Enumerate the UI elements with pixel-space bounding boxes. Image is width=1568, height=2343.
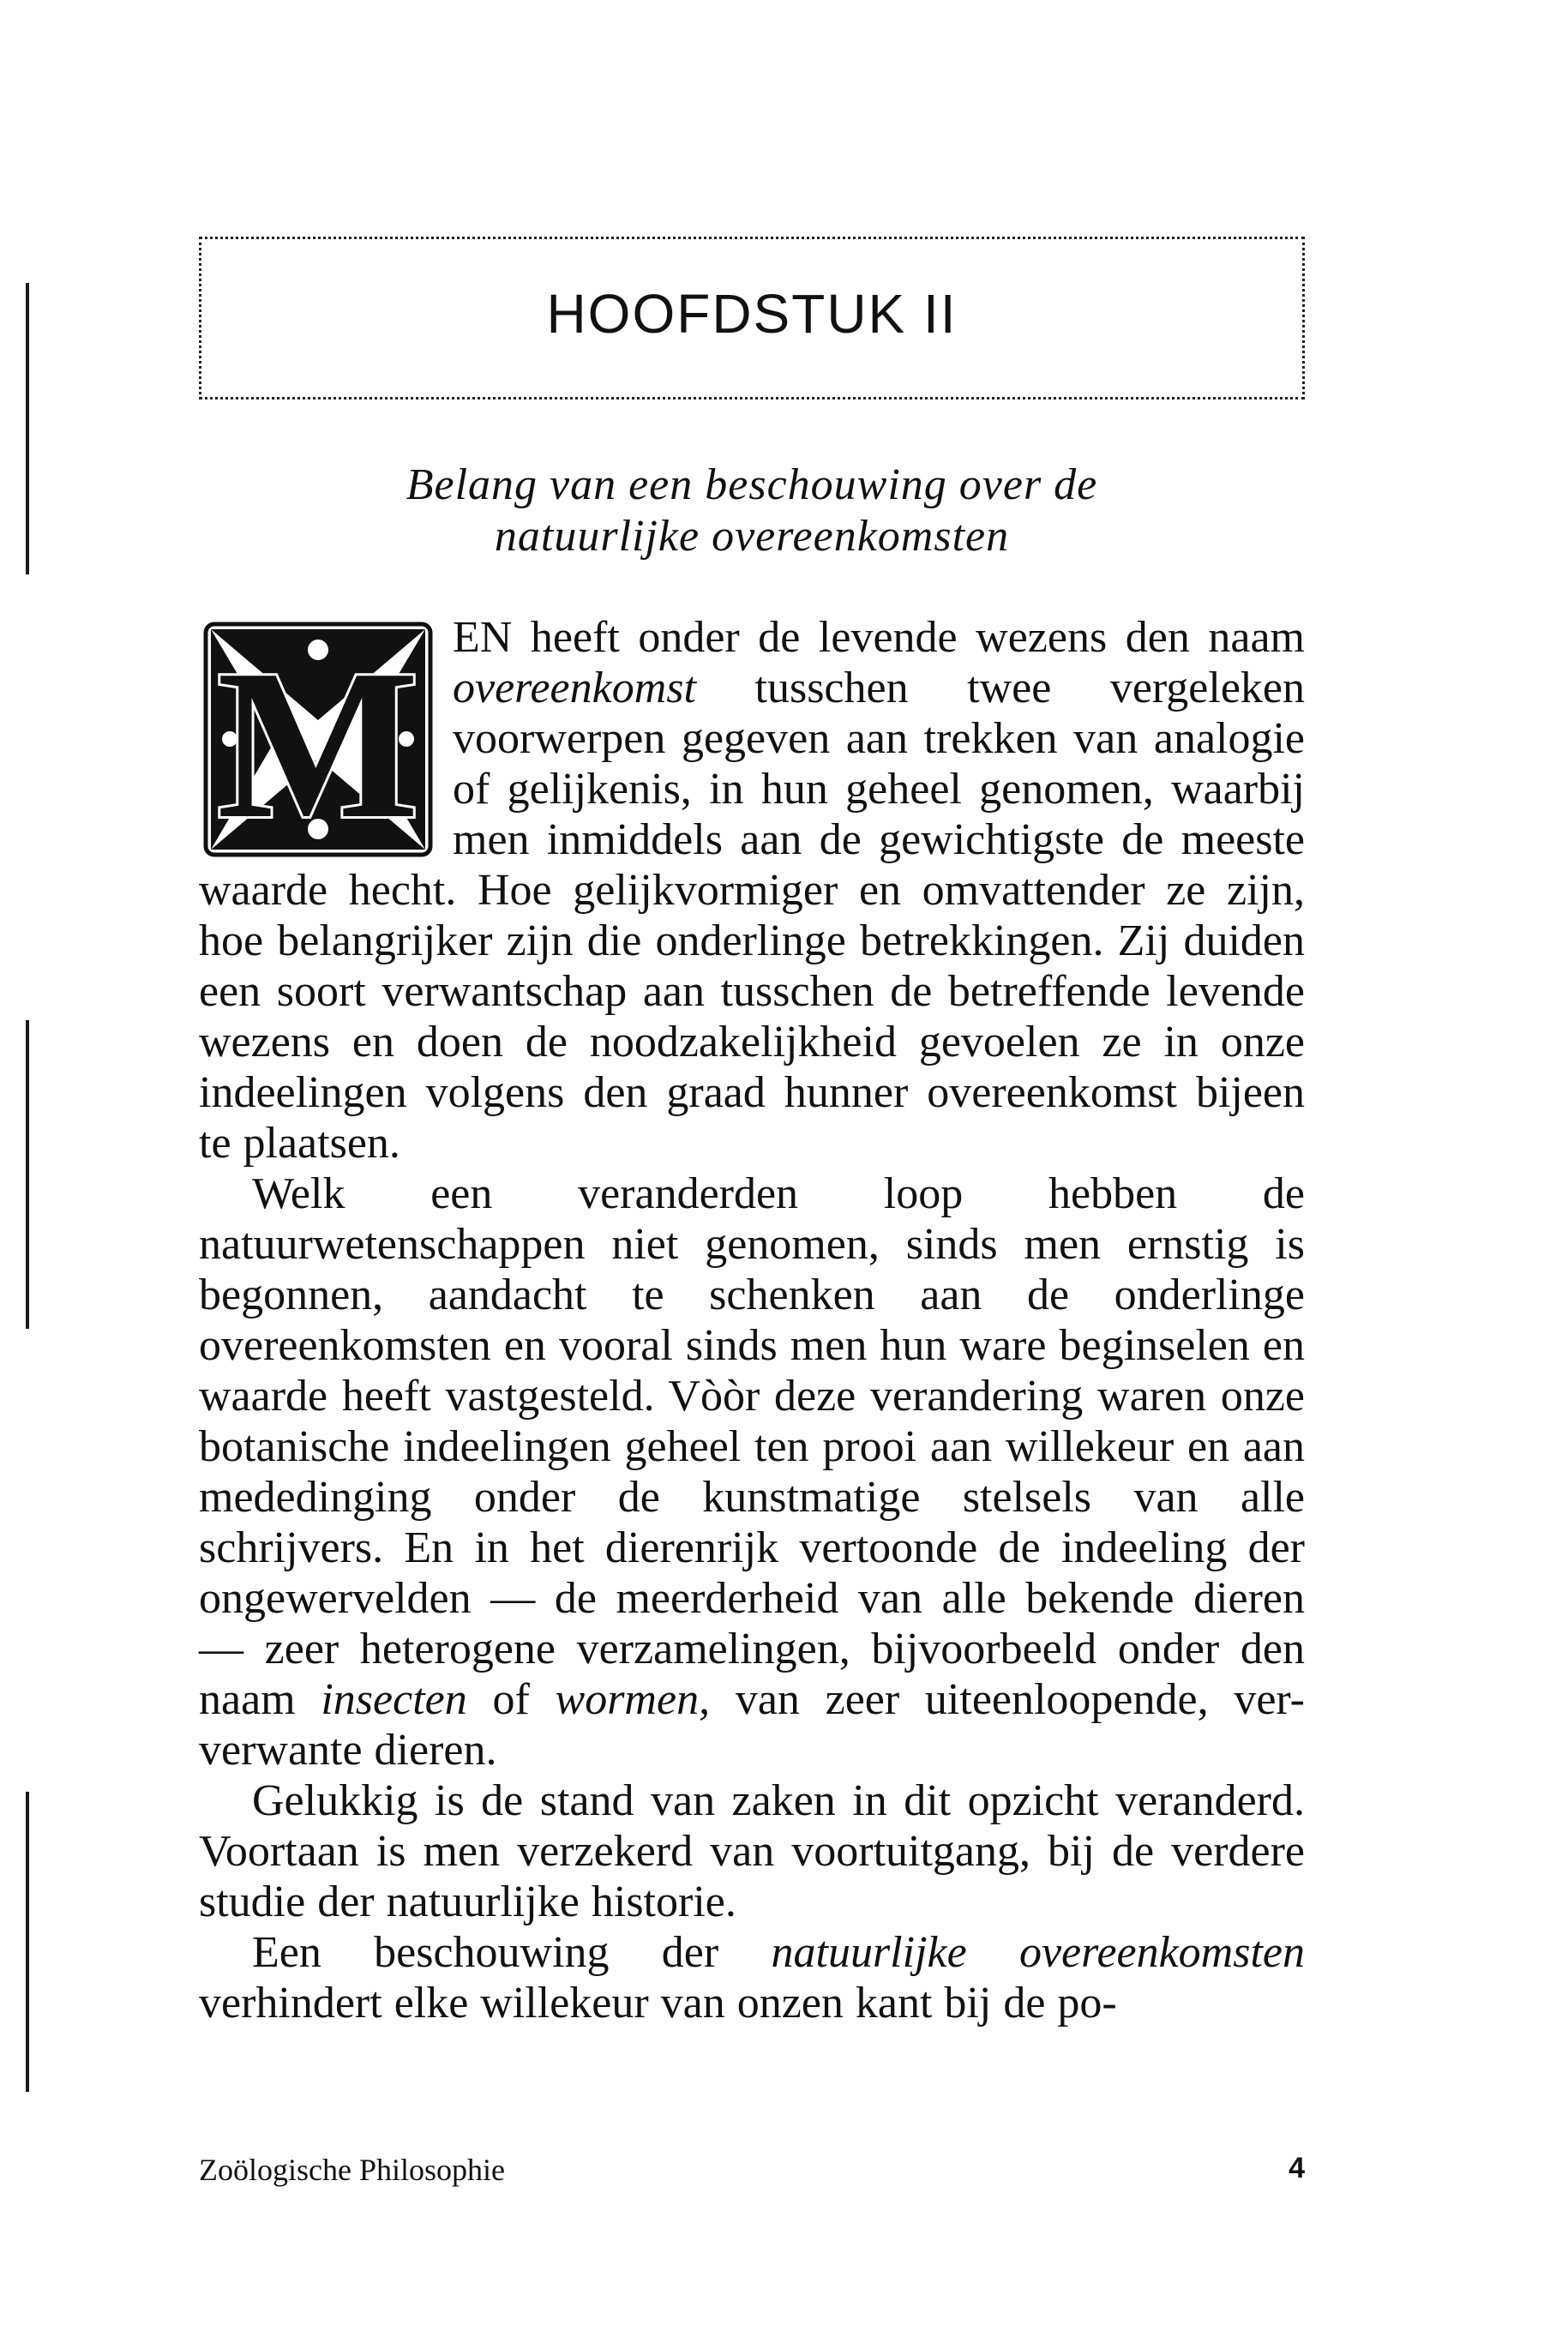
paragraph-3: Gelukkig is de stand van zaken in dit opzicht veranderd. Voortaan is men verzekerd van voortuitgang, bij de verdere studie der natuurlijke historie. (199, 1776, 1305, 1926)
subtitle-line-2: natuurlijke overeenkomsten (494, 512, 1010, 561)
chapter-subtitle (199, 460, 1305, 562)
running-footer-title: Zoölogische Philosophie (199, 2153, 505, 2187)
page-number: 4 (1289, 2152, 1305, 2184)
scan-margin-mark (26, 1020, 29, 1329)
scan-margin-mark (26, 283, 29, 574)
body-text (199, 612, 1305, 2028)
ornamental-initial-icon (199, 617, 437, 862)
chapter-heading-box (199, 237, 1305, 400)
paragraph-2: Welk een veranderden loop hebben de natuurwetenschappen niet genomen, sinds men ernstig is begonnen, aandacht te schenken aan de onderlinge overeenkomsten en vooral sinds men hun ware beginselen en waarde heeft vastgesteld. Vòòr deze verandering waren onze botanische indeelingen geheel ten prooi aan willekeur en aan mededinging onder de kunstmatige stelsels van alle schrijvers. En in het dierenrijk vertoonde de indeeling der ongewervelden — de meerderheid van alle bekende dieren — zeer heterogene verzamelingen, bijvoorbeeld onder den naam insecten of wormen, van zeer uiteenloopende, ver-verwante dieren. (199, 1169, 1305, 1775)
chapter-title: HOOFDSTUK II (546, 283, 958, 345)
page-footer (199, 2152, 1305, 2188)
scan-margin-mark (26, 1792, 29, 2092)
paragraph-1: EN heeft onder de levende wezens den naam overeenkomst tusschen twee vergeleken voorwerpen gegeven aan trekken van analogie of gelijkenis, in hun geheel genomen, waarbij men inmiddels aan de gewichtigste de meeste waarde hecht. Hoe gelijkvormiger en omvattender ze zijn, hoe belangrijker zijn die onderlinge betrekkingen. Zij duiden een soort verwantschap aan tusschen de betreffende levende wezens en doen de noodzakelijkheid gevoelen ze in onze indeelingen volgens den graad hunner overeenkomst bijeen te plaatsen. (199, 613, 1305, 1168)
decorated-initial (199, 617, 437, 862)
subtitle-line-1: Belang van een beschouwing over de (406, 460, 1098, 509)
paragraph-4: Een beschouwing der natuurlijke overeenkomsten verhindert elke willekeur van onzen kant bij de po- (199, 1928, 1305, 2028)
dropcap-letter: M (217, 626, 419, 862)
